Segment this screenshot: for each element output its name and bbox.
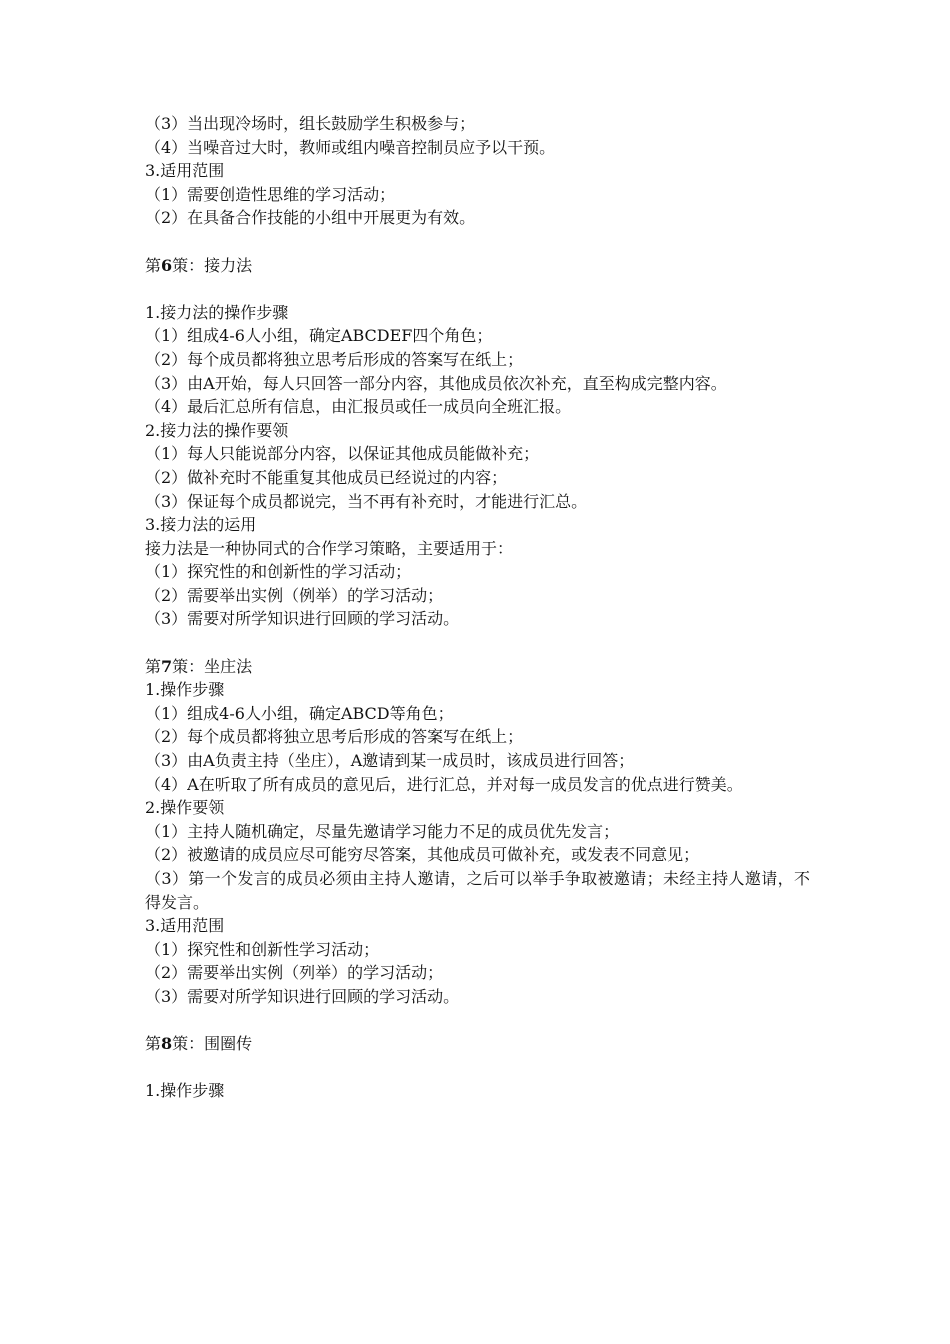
text-line: （3）当出现冷场时，组长鼓励学生积极参与；: [145, 114, 476, 133]
text-line: 1.操作步骤: [145, 680, 225, 700]
text-line: （2）被邀请的成员应尽可能穷尽答案，其他成员可做补充，或发表不同意见；: [145, 845, 700, 865]
text-line: （3）由A开始，每人只回答一部分内容，其他成员依次补充，直至构成完整内容。: [145, 373, 727, 393]
blank-line: [145, 631, 810, 655]
section-heading: [145, 655, 810, 679]
blank-line: [145, 277, 810, 301]
text-line: （1）组成4-6人小组，确定ABCDEF四个角色；: [145, 326, 493, 346]
text-line: （4）最后汇总所有信息，由汇报员或任一成员向全班汇报。: [145, 397, 572, 417]
section-heading: [145, 254, 810, 278]
text-line: （1）探究性的和创新性的学习活动；: [145, 562, 412, 582]
blank-line: [145, 1009, 810, 1033]
text-line: （3）需要对所学知识进行回顾的学习活动。: [145, 986, 460, 1006]
heading-number: 7: [161, 656, 173, 676]
text-line: （3）需要对所学知识进行回顾的学习活动。: [145, 609, 460, 629]
heading-prefix: 第: [145, 255, 162, 275]
text-line: 1.操作步骤: [145, 1081, 225, 1101]
text-line: （2）做补充时不能重复其他成员已经说过的内容；: [145, 467, 508, 487]
text-line: 3.适用范围: [145, 161, 225, 181]
text-line: （4）当噪音过大时，教师或组内噪音控制员应予以干预。: [145, 137, 556, 157]
text-line: （1）需要创造性思维的学习活动；: [145, 184, 396, 204]
text-line: 2.接力法的操作要领: [145, 420, 289, 440]
text-line: （2）需要举出实例（列举）的学习活动；: [145, 963, 444, 983]
text-line: （2）需要举出实例（例举）的学习活动；: [145, 585, 444, 605]
text-line: 3.适用范围: [145, 916, 225, 936]
text-line: 接力法是一种协同式的合作学习策略，主要适用于：: [145, 538, 514, 558]
text-line: （2）每个成员都将独立思考后形成的答案写在纸上；: [145, 349, 524, 369]
text-line: （2）每个成员都将独立思考后形成的答案写在纸上；: [145, 727, 524, 747]
heading-number: 6: [161, 255, 173, 275]
heading-title: 策：坐庄法: [172, 656, 253, 676]
text-line: （4）A在听取了所有成员的意见后，进行汇总，并对每一成员发言的优点进行赞美。: [145, 774, 743, 794]
text-line: 3.接力法的运用: [145, 515, 257, 535]
text-line: （2）在具备合作技能的小组中开展更为有效。: [145, 208, 476, 228]
heading-number: 8: [161, 1034, 173, 1054]
blank-line: [145, 230, 810, 254]
text-line: （1）探究性和创新性学习活动；: [145, 939, 380, 959]
text-line: （3）第一个发言的成员必须由主持人邀请，之后可以举手争取被邀请；未经主持人邀请，不得发言。: [145, 869, 810, 912]
text-line: 2.操作要领: [145, 798, 225, 818]
text-line: （3）由A负责主持（坐庄），A邀请到某一成员时，该成员进行回答；: [145, 751, 635, 771]
blank-line: [145, 1056, 810, 1080]
heading-prefix: 第: [145, 1034, 162, 1054]
text-line: （1）组成4-6人小组，确定ABCD等角色；: [145, 703, 454, 723]
text-line: （3）保证每个成员都说完，当不再有补充时，才能进行汇总。: [145, 491, 588, 511]
document-page: [145, 112, 810, 1103]
text-line: （1）每人只能说部分内容，以保证其他成员能做补充；: [145, 444, 540, 464]
heading-title: 策：接力法: [172, 255, 253, 275]
heading-prefix: 第: [145, 656, 162, 676]
section-heading: [145, 1032, 810, 1056]
heading-title: 策：围圈传: [172, 1034, 253, 1054]
text-line: （1）主持人随机确定，尽量先邀请学习能力不足的成员优先发言；: [145, 821, 620, 841]
text-line: 1.接力法的操作步骤: [145, 302, 289, 322]
